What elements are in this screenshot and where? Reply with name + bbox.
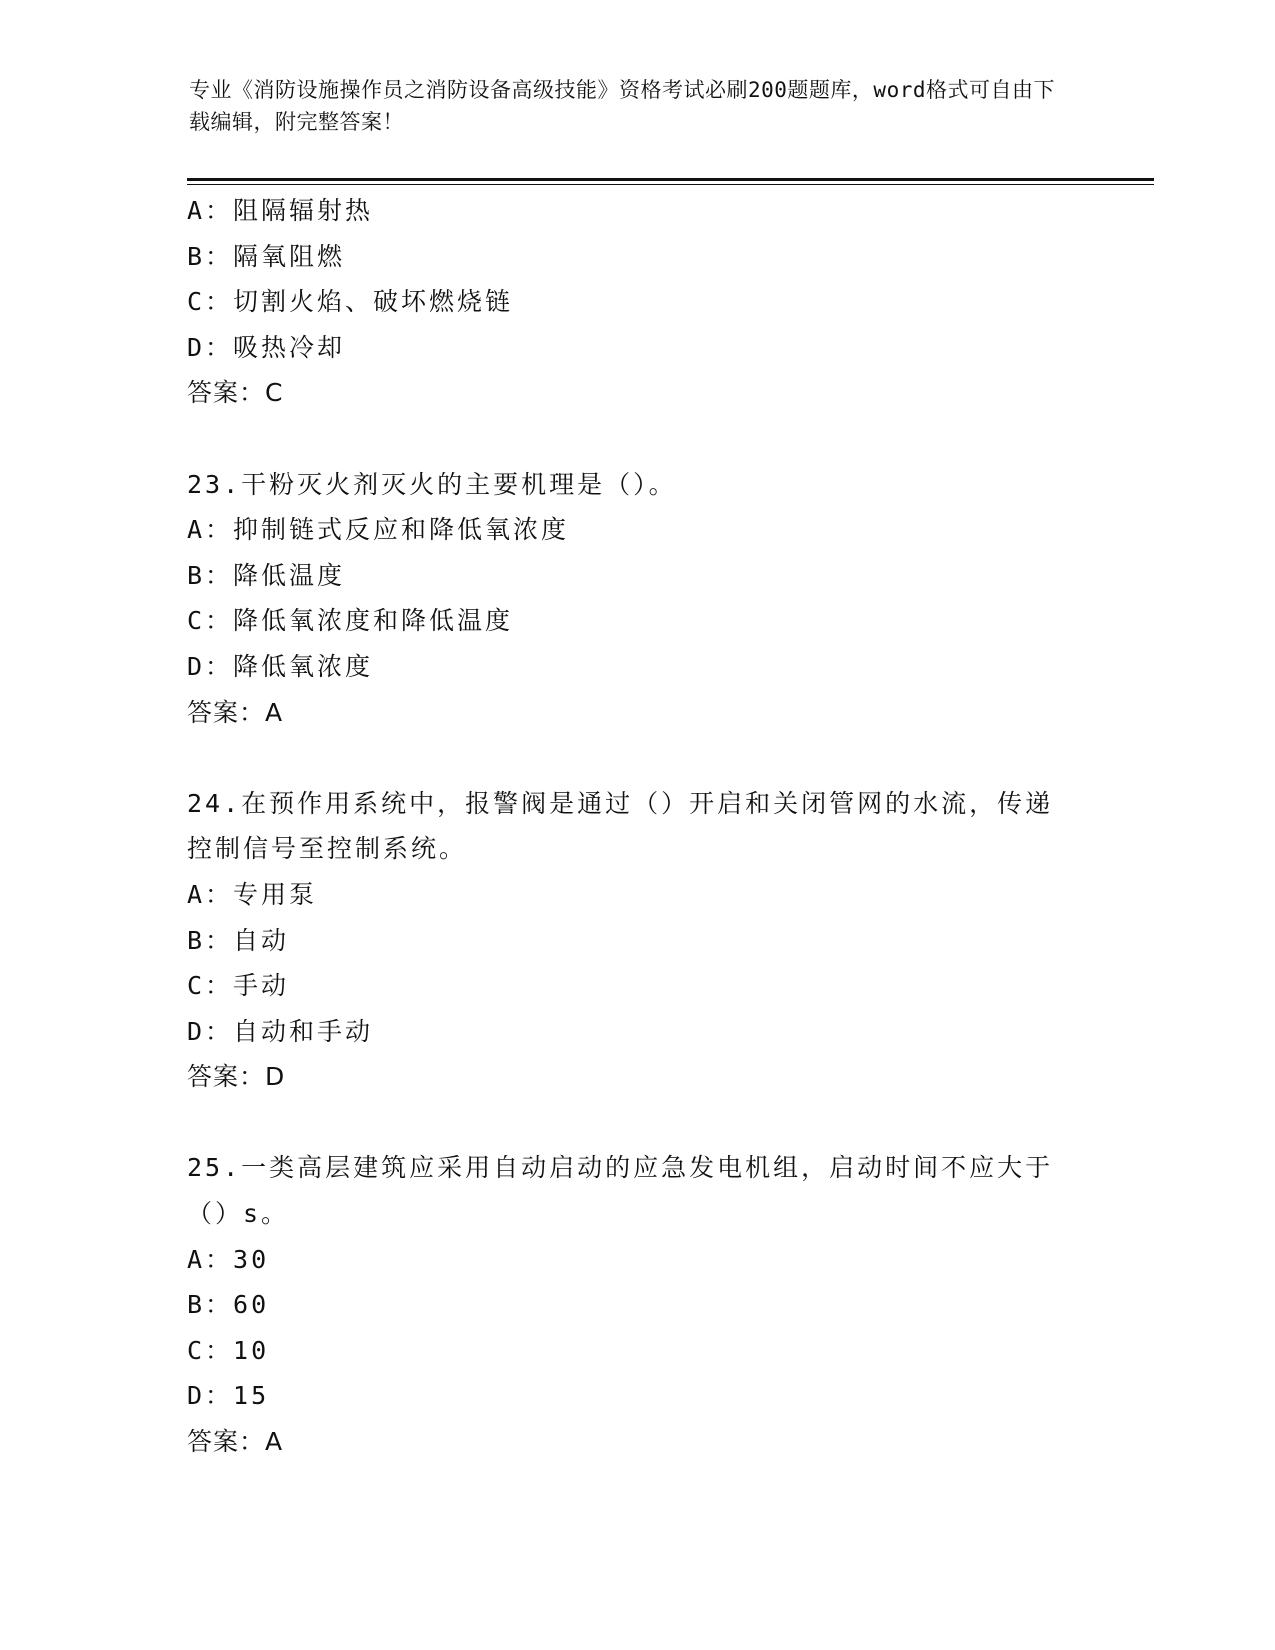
option-d: D：吸热冷却 [187,332,346,362]
header-rule-thin [187,184,1154,185]
question-23 [187,462,1087,736]
option-c: C：10 [187,1335,270,1365]
option-c: C：手动 [187,971,290,1001]
header-rule-thick [187,178,1154,181]
document-header: 专业《消防设施操作员之消防设备高级技能》资格考试必刷200题题库，word格式可自由下载编辑，附完整答案！ [189,78,1055,134]
option-d: D：降低氧浓度 [187,651,374,681]
question-list [187,188,1087,1465]
option-b: B：降低温度 [187,560,346,590]
answer-line: 答案：A [187,697,284,727]
option-c: C：切割火焰、破坏燃烧链 [187,287,514,317]
question-25 [187,1145,1087,1464]
option-a: A：阻隔辐射热 [187,196,374,225]
option-b: B：隔氧阻燃 [187,241,346,271]
question-text: 23.干粉灭火剂灭火的主要机理是（）。 [187,469,677,499]
question-text: 24.在预作用系统中，报警阀是通过（）开启和关闭管网的水流，传递控制信号至控制系统。 [187,788,1054,864]
question-24 [187,781,1087,1100]
option-a: A：专用泵 [187,879,318,909]
option-b: B：自动 [187,925,290,955]
answer-line: 答案：D [187,1062,286,1092]
answer-line: 答案：C [187,378,284,408]
option-d: D：15 [187,1381,270,1411]
question-text: 25.一类高层建筑应采用自动启动的应急发电机组，启动时间不应大于（）s。 [187,1153,1054,1229]
answer-line: 答案：A [187,1427,284,1457]
option-d: D：自动和手动 [187,1016,374,1046]
option-a: A：抑制链式反应和降低氧浓度 [187,515,570,545]
question-22-partial [187,188,1087,416]
option-b: B：60 [187,1290,270,1320]
option-c: C：降低氧浓度和降低温度 [187,606,514,636]
option-a: A：30 [187,1244,270,1274]
